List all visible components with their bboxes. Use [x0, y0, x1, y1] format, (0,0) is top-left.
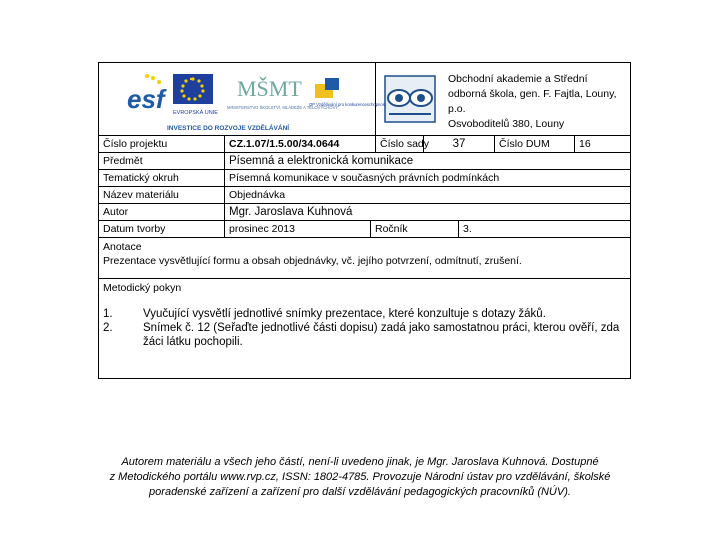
- dum-label: Číslo DUM: [494, 136, 574, 152]
- author-value: Mgr. Jaroslava Kuhnová: [224, 204, 630, 220]
- footer-line: poradenské zařízení a zařízení pro další vzdělávání pedagogických pracovníků (NÚV).: [149, 486, 571, 498]
- sada-value: 37: [423, 136, 494, 152]
- topic-value: Písemná komunikace v současných právních podmínkách: [224, 170, 630, 186]
- method-step: [103, 307, 626, 321]
- esf-logo-text: esf: [127, 84, 165, 114]
- annotation-text: Prezentace vysvětlující formu a obsah objednávky, vč. jejího potvrzení, odmítnutí, zrušení.: [103, 255, 522, 267]
- msmt-logo-text: MŠMT: [237, 76, 302, 101]
- author-label: Autor: [103, 206, 129, 218]
- date-label: Datum tvorby: [103, 223, 166, 235]
- date-value: prosinec 2013: [224, 221, 370, 237]
- eu-label: EVROPSKÁ UNIE: [173, 110, 218, 116]
- school-line: Osvoboditelů 380, Louny: [448, 118, 565, 130]
- grade-value: 3.: [458, 221, 630, 237]
- project-row: [99, 135, 630, 152]
- method-step: [103, 321, 626, 349]
- subject-row: [99, 152, 630, 169]
- info-table: [98, 62, 631, 379]
- license-footer: [108, 455, 612, 500]
- msmt-label: MINISTERSTVO ŠKOLSTVÍ, MLÁDEŽE A TĚLOVÝCHOVY: [227, 105, 339, 110]
- topic-row: [99, 169, 630, 186]
- logo-strip: [99, 63, 386, 135]
- project-label: Číslo projektu: [103, 138, 168, 150]
- school-line: odborná škola, gen. F. Fajtla, Louny,: [448, 88, 617, 100]
- header-row: [99, 63, 630, 135]
- subject-value: Písemná a elektronická komunikace: [224, 153, 630, 169]
- eu-flag-logo: [173, 74, 218, 116]
- step-text: Vyučující vysvětlí jednotlivé snímky prezentace, které konzultuje s dotazy žáků.: [143, 308, 546, 320]
- step-number: 2.: [103, 322, 113, 334]
- op-logo: [309, 78, 387, 107]
- method-steps: [103, 307, 626, 349]
- method-label: Metodický pokyn: [103, 282, 182, 294]
- material-row: [99, 186, 630, 203]
- grade-label: Ročník: [370, 221, 458, 237]
- step-number: 1.: [103, 308, 113, 320]
- annotation-label: Anotace: [103, 241, 142, 253]
- school-emblem-icon: [383, 72, 437, 126]
- project-value: CZ.1.07/1.5.00/34.0644: [224, 136, 375, 152]
- school-address: [444, 63, 630, 135]
- school-line: Obchodní akademie a Střední: [448, 73, 588, 85]
- op-label: OP Vzdělávání pro konkurenceschopnost: [309, 102, 386, 107]
- material-label: Název materiálu: [103, 189, 179, 201]
- esf-logo: [127, 74, 167, 114]
- topic-label: Tematický okruh: [103, 172, 179, 184]
- step-text: Snímek č. 12 (Seřaďte jednotlivé části dopisu) zadá jako samostatnou práci, kterou ověří, zda žáci látku pochopili.: [143, 322, 620, 348]
- material-value: Objednávka: [224, 187, 630, 203]
- method-block: [99, 278, 630, 378]
- footer-line: z Metodického portálu www.rvp.cz, ISSN: 1802-4785. Provozuje Národní ústav pro vzdělávání, školské: [109, 471, 611, 483]
- school-line: p.o.: [448, 103, 466, 115]
- subject-label: Předmět: [103, 155, 143, 167]
- annotation-block: [99, 237, 630, 278]
- footer-line: Autorem materiálu a všech jeho částí, není-li uvedeno jinak, je Mgr. Jaroslava Kuhnová. Dostupné: [121, 456, 599, 468]
- sada-label: Číslo sady: [375, 136, 423, 152]
- school-info: [375, 63, 630, 135]
- author-row: [99, 203, 630, 220]
- dum-value: 16: [574, 136, 630, 152]
- date-row: [99, 220, 630, 237]
- partner-logos: [103, 64, 386, 136]
- school-logo: [376, 63, 444, 135]
- investice-label: INVESTICE DO ROZVOJE VZDĚLÁVÁNÍ: [167, 125, 290, 132]
